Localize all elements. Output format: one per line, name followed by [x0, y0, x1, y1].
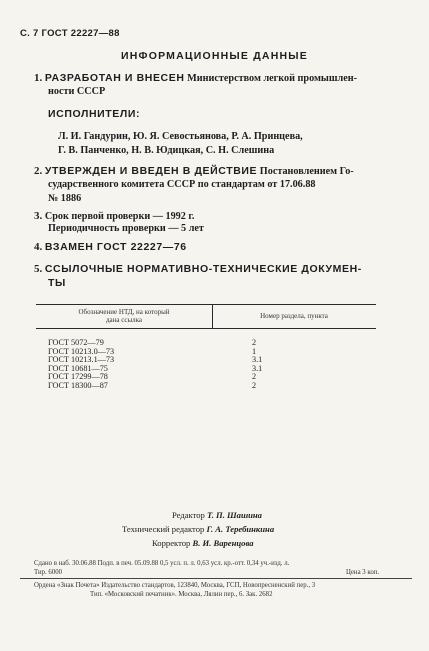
table-cell-ref: 2 [252, 380, 257, 390]
section-1-text: Министерством легкой промышлен- [187, 73, 357, 84]
table-cell-doc: ГОСТ 10213.1—73 [48, 355, 115, 365]
table-cell-ref: 2 [252, 372, 257, 382]
document-title: ИНФОРМАЦИОННЫЕ ДАННЫЕ [121, 50, 308, 62]
table-cell-ref: 3.1 [252, 363, 263, 373]
corrector-label: Корректор [152, 538, 191, 548]
table-cell-doc: ГОСТ 5072—79 [48, 338, 104, 347]
section-2-caps: УТВЕРЖДЕН И ВВЕДЕН В ДЕЙСТВИЕ [44, 165, 258, 177]
executors-heading [48, 108, 140, 120]
section-5-caps-line2: ТЫ [48, 277, 66, 289]
section-5-number: 5. [34, 263, 43, 275]
table-cell-ref: 2 [252, 338, 257, 347]
editor-line [172, 510, 262, 520]
imprint-line2-right: Цена 3 коп. [346, 569, 380, 576]
table-cell-doc: ГОСТ 17299—78 [48, 372, 108, 382]
section-5-line2 [48, 277, 66, 289]
table-col1-header [36, 308, 212, 324]
section-5-caps: ССЫЛОЧНЫЕ НОРМАТИВНО-ТЕХНИЧЕСКИЕ ДОКУМЕН- [44, 263, 362, 275]
table-col1-header-line2: дана ссылка [105, 316, 143, 324]
section-3-line1 [34, 210, 194, 222]
section-2-number: 2. [34, 165, 43, 177]
section-2-line1 [34, 165, 354, 177]
section-3-text-line2: Периодичность проверки — 5 лет [48, 223, 204, 234]
publisher-line1: Ордена «Знак Почета» Издательство стандартов, 123840, Москва, ГСП, Новопресненский пер., 3 [34, 582, 316, 589]
table-cell-doc: ГОСТ 10213.0—73 [48, 346, 115, 356]
table-row [48, 382, 288, 391]
section-3-number: 3. [34, 210, 43, 222]
corrector-line [152, 538, 254, 548]
table-col1-header-line1: Обозначение НТД, на который [78, 308, 170, 316]
footer-rule [20, 578, 412, 579]
tech-editor-name: Г. А. Теребинкина [206, 524, 275, 534]
section-2-text-line3: № 1886 [48, 193, 82, 204]
page-header: С. 7 ГОСТ 22227—88 [20, 28, 120, 39]
section-2-text-line2: сударственного комитета СССР по стандартам от 17.06.88 [48, 179, 316, 190]
table-cell-ref: 3.1 [252, 355, 263, 365]
table-col2-header: Номер раздела, пункта [260, 312, 328, 320]
table-cell-doc: ГОСТ 10681—75 [48, 363, 108, 373]
section-5-line1 [34, 263, 362, 275]
tech-editor-line [122, 524, 274, 534]
editor-name: Т. П. Шашина [207, 510, 262, 520]
section-1-text-line2: ности СССР [48, 86, 106, 97]
section-1-line1 [34, 72, 357, 84]
section-4 [34, 241, 187, 253]
publisher-line2: Тип. «Московский печатник». Москва, Лялин пер., 6. Зак. 2682 [90, 591, 273, 598]
tech-editor-label: Технический редактор [122, 524, 205, 534]
section-4-caps: ВЗАМЕН ГОСТ 22227—76 [44, 241, 187, 253]
section-3-text: Срок первой проверки — 1992 г. [44, 211, 195, 222]
executors-line1: Л. И. Гандурин, Ю. Я. Севостьянова, Р. А. Принцева, [58, 131, 303, 142]
executors-line2: Г. В. Панченко, Н. В. Юдицкая, С. Н. Слешина [58, 145, 275, 156]
imprint-line1: Сдано в наб. 30.06.88 Подп. в печ. 05.09.88 0,5 усл. п. л. 0,63 усл. кр.-отт. 0,34 уч.-изд. л. [34, 560, 290, 567]
section-1-caps: РАЗРАБОТАН И ВНЕСЕН [44, 72, 185, 84]
editor-label: Редактор [172, 510, 205, 520]
table-top-rule [36, 304, 376, 305]
table-cell-doc: ГОСТ 18300—87 [48, 380, 108, 390]
table-body [48, 339, 288, 391]
table-header-rule [36, 328, 376, 329]
section-4-number: 4. [34, 241, 43, 253]
corrector-name: В. И. Варенцова [192, 538, 254, 548]
section-1-number: 1. [34, 72, 43, 84]
section-2-text: Постановлением Го- [259, 166, 354, 177]
table-cell-ref: 1 [252, 346, 257, 356]
executors-label: ИСПОЛНИТЕЛИ: [48, 108, 141, 120]
imprint-line2-left: Тир. 6000 [34, 569, 63, 576]
